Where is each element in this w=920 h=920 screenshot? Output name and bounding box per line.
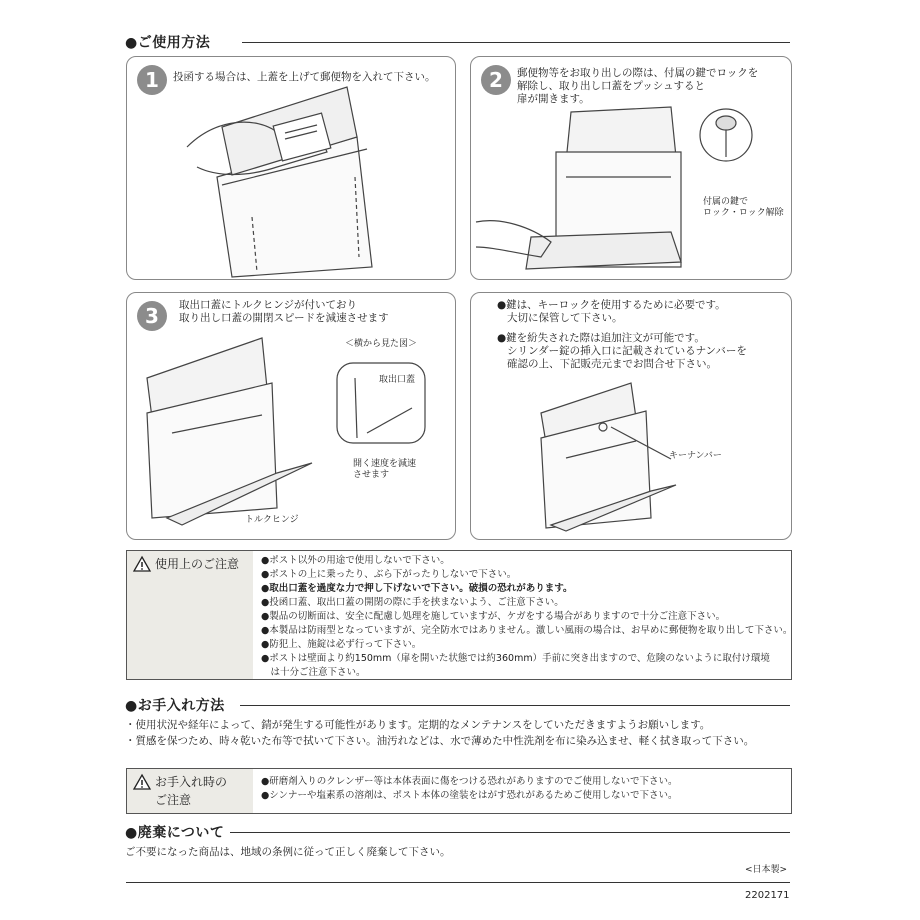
step-2-line-3: 扉が開きます。: [517, 93, 590, 105]
step-3-line-1: 取出口蓋にトルクヒンジが付いており: [179, 299, 358, 311]
key-note-2-line-3: 確認の上、下記販売元までお問合せ下さい。: [507, 358, 717, 370]
caution-item: は十分ご注意下さい。: [261, 667, 366, 678]
care-caution-item: ●シンナーや塩素系の溶剤は、ポスト本体の塗装をはがす恐れがあるためご使用しないで下さい。: [261, 790, 678, 801]
care-caution-heading-line-1: お手入れ時の: [155, 775, 228, 789]
side-view-label: ＜横から見た図＞: [345, 339, 418, 349]
disposal-text: ご不要になった商品は、地域の条例に従って正しく廃棄して下さい。: [125, 846, 451, 858]
document-code: 2202171: [745, 890, 790, 901]
care-line-2: ・質感を保つため、時々乾いた布等で拭いて下さい。油汚れなどは、水で薄めた中性洗剤を布に染み込ませ、軽く拭き取って下さい。: [125, 735, 755, 747]
disposal-title-rule: [230, 832, 790, 833]
care-line-1: ・使用状況や経年によって、錆が発生する可能性があります。定期的なメンテナンスをしていただきますようお願いします。: [125, 719, 711, 731]
origin-label: <日本製>: [745, 865, 788, 875]
caution-item: ●ポストは壁面より約150mm（扉を開いた状態では約360mm）手前に突き出ますので、危険のないように取付け環境: [261, 653, 770, 664]
step-3-panel: [126, 292, 456, 540]
disposal-section-title: ●廃棄について: [125, 822, 230, 842]
step-1-number: 1: [137, 65, 167, 95]
warning-icon: [133, 556, 151, 572]
usage-caution-box: [126, 550, 792, 680]
caution-item-bold: ●取出口蓋を過度な力で押し下げないで下さい。破損の恐れがあります。: [261, 583, 573, 594]
step-2-number: 2: [481, 65, 511, 95]
step-3-illustration: [127, 293, 455, 539]
step-2-line-1: 郵便物等をお取り出しの際は、付属の鍵でロックを: [517, 67, 759, 79]
usage-title-rule: [242, 42, 790, 43]
key-note-2-line-2: シリンダー錠の挿入口に記載されているナンバーを: [507, 345, 747, 357]
step-2-panel: [470, 56, 792, 280]
caution-item: ●本製品は防雨型となっていますが、完全防水ではありません。激しい風雨の場合は、お早めに郵便物を取り出して下さい。: [261, 625, 793, 636]
key-note-2-line-1: ●鍵を紛失された際は追加注文が可能です。: [497, 332, 705, 344]
hinge-label: トルクヒンジ: [245, 515, 299, 525]
key-number-illustration: [471, 293, 791, 539]
speed-label-line-2: させます: [353, 470, 390, 480]
key-caption-line-2: ロック・ロック解除: [703, 208, 784, 218]
care-caution-heading-line-2: ご注意: [155, 793, 192, 807]
usage-section-title: ●ご使用方法: [125, 32, 216, 52]
caution-item: ●ポスト以外の用途で使用しないで下さい。: [261, 555, 450, 566]
key-note-1-line-1: ●鍵は、キーロックを使用するために必要です。: [497, 299, 726, 311]
step-3-number: 3: [137, 301, 167, 331]
step-1-panel: [126, 56, 456, 280]
footer-rule: [126, 882, 790, 883]
key-info-panel: [470, 292, 792, 540]
usage-caution-header: [127, 551, 253, 679]
step-3-line-2: 取り出し口蓋の開閉スピードを減速させます: [179, 312, 389, 324]
key-caption-line-1: 付属の鍵で: [703, 197, 749, 207]
caution-item: ●防犯上、施錠は必ず行って下さい。: [261, 639, 422, 650]
care-caution-list: [261, 775, 678, 803]
key-note-1-line-2: 大切に保管して下さい。: [507, 312, 623, 324]
caution-item: ●投函口蓋、取出口蓋の開閉の際に手を挟まないよう、ご注意下さい。: [261, 597, 564, 608]
usage-caution-list: [261, 554, 792, 680]
care-caution-item: ●研磨剤入りのクレンザー等は本体表面に傷をつける恐れがありますのでご使用しないで下さい。: [261, 776, 678, 787]
speed-label-line-1: 開く速度を減速: [353, 459, 417, 469]
caution-item: ●製品の切断面は、安全に配慮し処理を施していますが、ケガをする場合がありますので十分ご注意下さい。: [261, 611, 726, 622]
caution-item: ●ポストの上に乗ったり、ぶら下がったりしないで下さい。: [261, 569, 517, 580]
step-1-text: 投函する場合は、上蓋を上げて郵便物を入れて下さい。: [173, 71, 436, 83]
step-1-illustration: [127, 57, 455, 279]
usage-caution-heading: 使用上のご注意: [155, 557, 240, 571]
lid-label: 取出口蓋: [379, 375, 416, 385]
warning-icon: [133, 774, 151, 790]
step-2-line-2: 解除し、取り出し口蓋をプッシュすると: [517, 80, 706, 92]
step-2-illustration: [471, 57, 791, 279]
care-caution-box: [126, 768, 792, 814]
key-number-label: キーナンバー: [669, 451, 722, 461]
care-section-title: ●お手入れ方法: [125, 695, 231, 715]
care-title-rule: [240, 705, 790, 706]
care-caution-header: [127, 769, 253, 813]
